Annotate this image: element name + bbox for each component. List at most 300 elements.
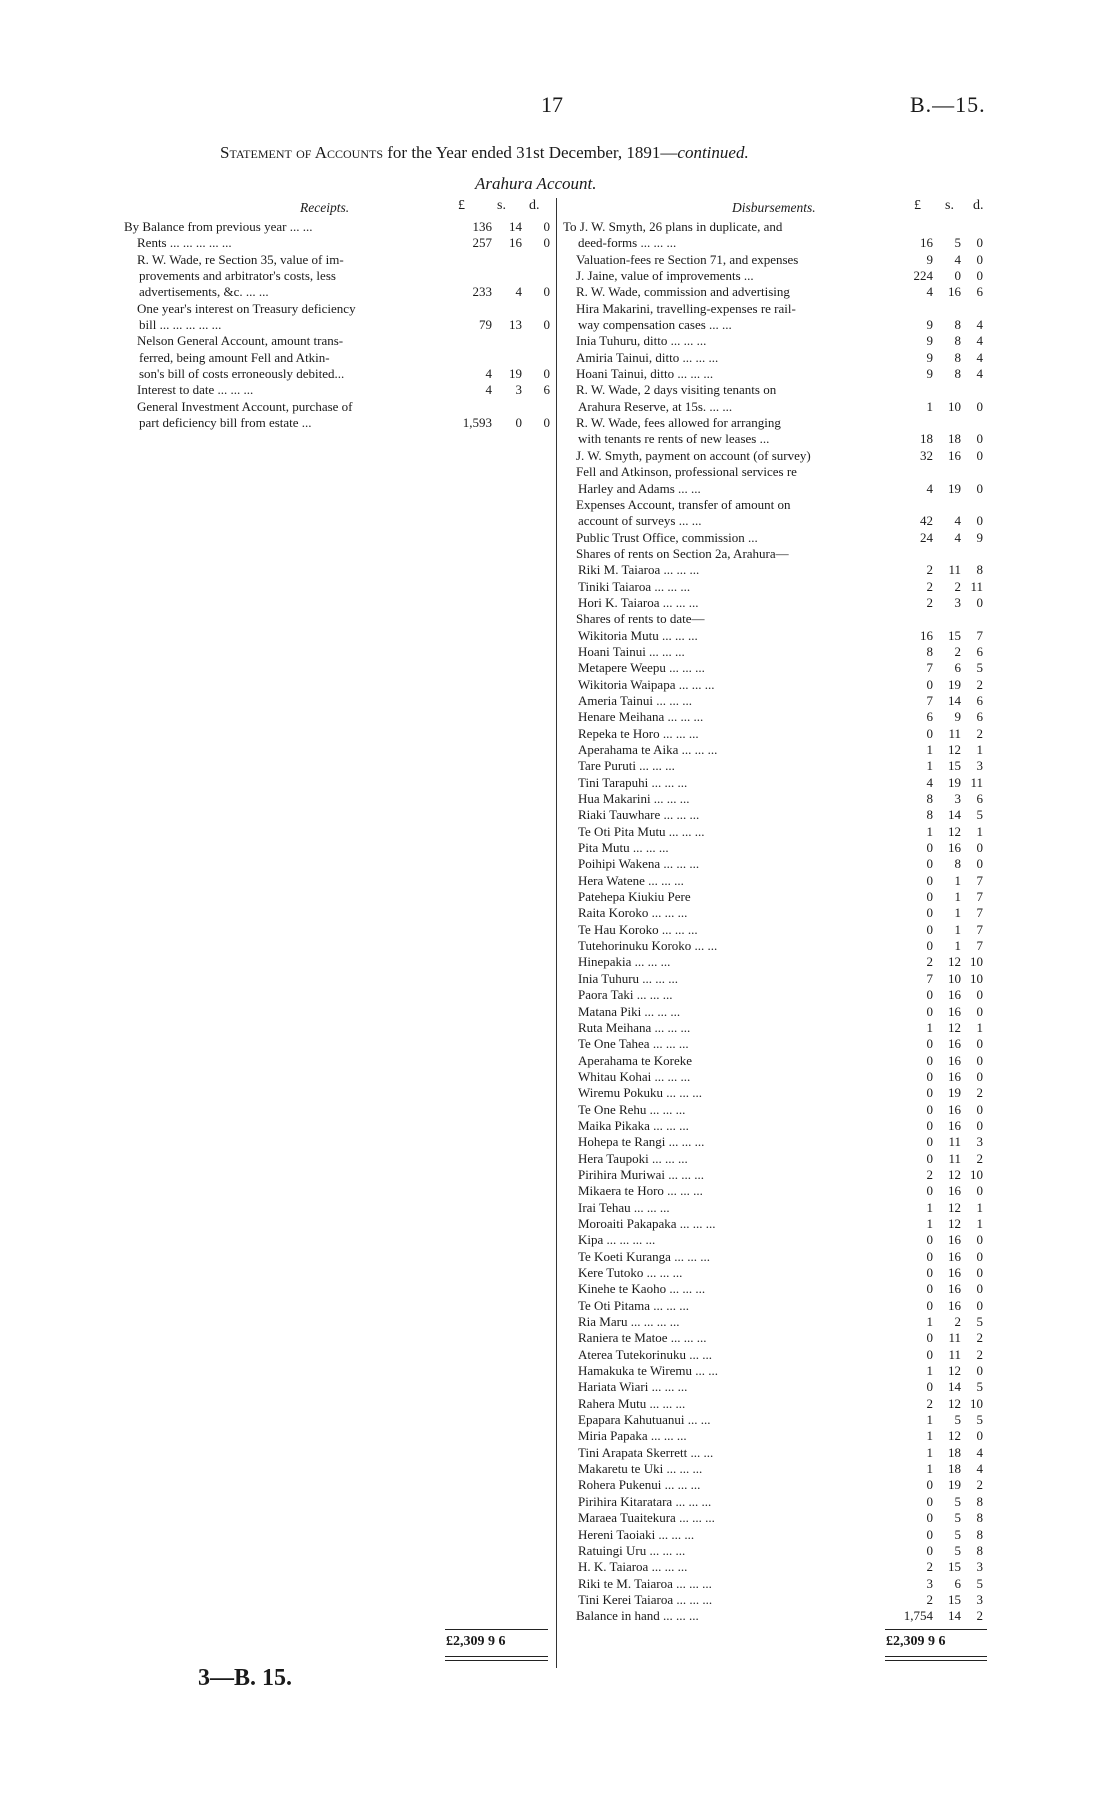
receipt-description: provements and arbitrator's costs, less bbox=[139, 268, 336, 284]
disbursement-description: J. Jaine, value of improvements ... bbox=[576, 268, 754, 284]
disbursement-pence: 0 bbox=[976, 1183, 983, 1199]
disbursement-description: J. W. Smyth, payment on account (of survey) bbox=[576, 447, 811, 463]
disbursement-pence: 4 bbox=[976, 1444, 983, 1460]
disbursement-shillings: 16 bbox=[948, 1248, 961, 1264]
disbursement-description: Epapara Kahutuanui ... ... bbox=[578, 1412, 711, 1428]
disbursement-pence: 1 bbox=[976, 823, 983, 839]
disbursement-shillings: 16 bbox=[948, 1117, 961, 1133]
disbursement-description: Henare Meihana ... ... ... bbox=[578, 709, 704, 725]
disbursement-line bbox=[563, 1494, 983, 1510]
disbursement-pounds: 0 bbox=[926, 1085, 933, 1101]
disbursement-description: Mikaera te Horo ... ... ... bbox=[578, 1183, 703, 1199]
disbursement-shillings: 1 bbox=[954, 921, 961, 937]
receipt-shillings: 16 bbox=[509, 235, 522, 251]
disbursement-shillings: 4 bbox=[954, 513, 961, 529]
disbursement-line bbox=[563, 1428, 983, 1444]
disbursement-pence: 5 bbox=[976, 1314, 983, 1330]
disbursement-description: Kipa ... ... ... ... bbox=[578, 1232, 656, 1248]
disbursement-line bbox=[563, 1069, 983, 1085]
disbursement-pence: 2 bbox=[976, 1150, 983, 1166]
disbursement-pounds: 6 bbox=[926, 709, 933, 725]
disbursement-pounds: 7 bbox=[926, 692, 933, 708]
disbursement-pounds: 0 bbox=[926, 1052, 933, 1068]
disbursement-pounds: 1 bbox=[926, 398, 933, 414]
disbursement-line bbox=[563, 1265, 983, 1281]
disbursement-shillings: 11 bbox=[948, 562, 961, 578]
disbursement-pence: 0 bbox=[976, 1248, 983, 1264]
disbursement-line bbox=[563, 1183, 983, 1199]
disbursement-description: Hohepa te Rangi ... ... ... bbox=[578, 1134, 705, 1150]
disbursement-description: Aperahama te Koreke bbox=[578, 1052, 693, 1068]
disbursement-pounds: 0 bbox=[926, 1248, 933, 1264]
disbursement-line bbox=[563, 1249, 983, 1265]
disbursement-pounds: 1 bbox=[926, 742, 933, 757]
disbursement-description: Makaretu te Uki ... ... ... bbox=[578, 1461, 703, 1477]
disbursement-pounds: 0 bbox=[926, 905, 933, 921]
disbursement-pence: 3 bbox=[976, 1134, 983, 1150]
disbursement-description: Kere Tutoko ... ... ... bbox=[578, 1265, 683, 1280]
disbursement-pence: 0 bbox=[976, 431, 983, 447]
disbursement-description: Tiniki Taiaroa ... ... ... bbox=[578, 578, 691, 594]
disbursement-description: Hera Watene ... ... ... bbox=[578, 872, 684, 888]
disbursement-pounds: 1 bbox=[926, 758, 933, 774]
disbursement-shillings: 4 bbox=[954, 529, 961, 545]
disbursement-line bbox=[563, 1543, 983, 1559]
disbursement-pence: 0 bbox=[976, 251, 983, 267]
disbursement-description: Riki te M. Taiaroa ... ... ... bbox=[578, 1575, 712, 1591]
disbursement-shillings: 16 bbox=[948, 1101, 961, 1117]
disbursement-line bbox=[563, 1608, 983, 1624]
disbursement-line bbox=[563, 1347, 983, 1363]
disbursement-line bbox=[563, 677, 983, 693]
disbursement-pence: 3 bbox=[976, 1591, 983, 1607]
receipt-description: Interest to date ... ... ... bbox=[137, 382, 254, 398]
disbursement-pounds: 0 bbox=[926, 1346, 933, 1362]
disbursement-description: Ruta Meihana ... ... ... bbox=[578, 1019, 691, 1035]
disbursement-description: Hua Makarini ... ... ... bbox=[578, 791, 690, 807]
disbursement-pence: 2 bbox=[976, 1608, 983, 1624]
disbursement-description: Pirihira Muriwai ... ... ... bbox=[578, 1166, 705, 1182]
disbursement-pence: 8 bbox=[976, 1526, 983, 1542]
disbursement-pounds: 9 bbox=[926, 366, 933, 382]
disbursement-shillings: 0 bbox=[954, 268, 961, 284]
disbursement-pounds: 0 bbox=[926, 1510, 933, 1526]
disbursement-pounds: 1 bbox=[926, 1461, 933, 1477]
disbursement-description: Kinehe te Kaoho ... ... ... bbox=[578, 1281, 706, 1297]
disbursements-heading: Disbursements. bbox=[732, 200, 816, 215]
disbursement-pence: 2 bbox=[976, 676, 983, 692]
disbursement-pounds: 1 bbox=[926, 1444, 933, 1460]
disbursement-pounds: 2 bbox=[926, 1166, 933, 1182]
disbursement-pence: 0 bbox=[976, 1363, 983, 1379]
disbursement-shillings: 4 bbox=[954, 251, 961, 267]
disbursement-shillings: 19 bbox=[948, 1477, 961, 1493]
receipts-heading: Receipts. bbox=[300, 200, 350, 215]
receipt-description: son's bill of costs erroneously debited... bbox=[139, 366, 345, 382]
disbursement-line bbox=[563, 1102, 983, 1118]
receipt-pounds: 4 bbox=[485, 382, 492, 398]
disbursement-description: Public Trust Office, commission ... bbox=[576, 529, 758, 545]
disbursement-pence: 7 bbox=[976, 627, 983, 643]
disbursement-shillings: 18 bbox=[948, 431, 961, 447]
disbursement-pence: 7 bbox=[976, 905, 983, 921]
receipts-list bbox=[124, 219, 550, 431]
disbursement-pence: 0 bbox=[976, 1297, 983, 1313]
disbursement-shillings: 11 bbox=[948, 1346, 961, 1362]
receipt-line bbox=[124, 301, 550, 317]
disbursement-line bbox=[563, 1216, 983, 1232]
receipt-description: Nelson General Account, amount trans- bbox=[137, 333, 344, 349]
disbursement-pence: 1 bbox=[976, 1019, 983, 1035]
disbursement-shillings: 1 bbox=[954, 889, 961, 905]
receipt-line bbox=[124, 382, 550, 398]
disbursement-description: Tutehorinuku Koroko ... ... bbox=[578, 938, 718, 954]
page-number: 17 bbox=[541, 92, 563, 117]
disbursement-shillings: 16 bbox=[948, 987, 961, 1003]
receipt-pence: 0 bbox=[543, 219, 550, 234]
disbursement-pounds: 1 bbox=[926, 1363, 933, 1379]
receipt-pence: 0 bbox=[543, 317, 550, 333]
disbursement-line bbox=[563, 1167, 983, 1183]
disbursement-description: Expenses Account, transfer of amount on bbox=[576, 496, 791, 512]
disbursement-description: Patehepa Kiukiu Pere bbox=[578, 889, 691, 905]
disbursement-shillings: 2 bbox=[954, 1314, 961, 1330]
disbursement-shillings: 16 bbox=[948, 1036, 961, 1052]
disbursement-pence: 11 bbox=[970, 774, 983, 790]
disbursement-shillings: 15 bbox=[948, 1591, 961, 1607]
disbursement-shillings: 16 bbox=[948, 1003, 961, 1019]
disb-pounds-header: £ bbox=[914, 198, 921, 213]
disbursement-line bbox=[563, 595, 983, 611]
disbursement-shillings: 12 bbox=[948, 823, 961, 839]
disbursement-pounds: 4 bbox=[926, 284, 933, 300]
disbursement-shillings: 11 bbox=[948, 725, 961, 741]
disbursement-line bbox=[563, 807, 983, 823]
disb-shillings-header: s. bbox=[945, 198, 954, 213]
disbursement-shillings: 14 bbox=[948, 807, 961, 823]
disbursement-pence: 6 bbox=[976, 692, 983, 708]
disbursement-pence: 8 bbox=[976, 1542, 983, 1558]
disbursement-pence: 4 bbox=[976, 333, 983, 349]
disbursement-line bbox=[563, 709, 983, 725]
disbursement-pounds: 8 bbox=[926, 643, 933, 659]
disbursement-pence: 0 bbox=[976, 1101, 983, 1117]
receipt-description: General Investment Account, purchase of bbox=[137, 398, 353, 414]
disbursement-pounds: 32 bbox=[920, 447, 933, 463]
disb-total-rule-top bbox=[885, 1629, 987, 1630]
disbursement-line bbox=[563, 954, 983, 970]
disbursement-pounds: 224 bbox=[913, 268, 933, 284]
disbursement-pounds: 0 bbox=[926, 1003, 933, 1019]
disbursement-line bbox=[563, 1004, 983, 1020]
disbursement-pence: 6 bbox=[976, 284, 983, 300]
disbursement-shillings: 8 bbox=[954, 333, 961, 349]
disbursement-description: Tini Kerei Taiaroa ... ... ... bbox=[578, 1591, 713, 1607]
disbursement-line bbox=[563, 1151, 983, 1167]
disbursement-description: Hori K. Taiaroa ... ... ... bbox=[578, 594, 699, 610]
disbursement-shillings: 1 bbox=[954, 905, 961, 921]
disbursement-line bbox=[563, 628, 983, 644]
disbursement-pounds: 7 bbox=[926, 660, 933, 676]
disbursement-pounds: 9 bbox=[926, 251, 933, 267]
disbursement-description: Hinepakia ... ... ... bbox=[578, 954, 671, 970]
disbursement-description: Metapere Weepu ... ... ... bbox=[578, 660, 705, 676]
disbursement-description: Ratuingi Uru ... ... ... bbox=[578, 1542, 686, 1558]
disbursement-shillings: 19 bbox=[948, 774, 961, 790]
disbursement-description: Repeka te Horo ... ... ... bbox=[578, 725, 699, 741]
disbursement-pounds: 2 bbox=[926, 578, 933, 594]
disbursement-description: Hereni Taoiaki ... ... ... bbox=[578, 1526, 695, 1542]
disbursement-line bbox=[563, 1576, 983, 1592]
disbursement-line bbox=[563, 1510, 983, 1526]
disbursement-shillings: 2 bbox=[954, 643, 961, 659]
disbursement-pence: 10 bbox=[970, 970, 983, 986]
receipts-shillings-header: s. bbox=[497, 198, 506, 213]
disbursement-line bbox=[563, 562, 983, 578]
disbursement-line bbox=[563, 317, 983, 333]
disbursement-pence: 0 bbox=[976, 1428, 983, 1444]
disbursement-pence: 1 bbox=[976, 1215, 983, 1231]
disbursement-shillings: 15 bbox=[948, 627, 961, 643]
disbursement-description: deed-forms ... ... ... bbox=[578, 235, 677, 251]
disbursement-shillings: 16 bbox=[948, 1232, 961, 1248]
disbursement-line bbox=[563, 889, 983, 905]
disbursement-description: R. W. Wade, fees allowed for arranging bbox=[576, 415, 781, 431]
disbursement-shillings: 3 bbox=[954, 594, 961, 610]
disbursement-line bbox=[563, 791, 983, 807]
disbursement-pounds: 4 bbox=[926, 774, 933, 790]
disbursement-description: Inia Tuhuru, ditto ... ... ... bbox=[576, 333, 707, 349]
disbursement-line bbox=[563, 1330, 983, 1346]
receipts-total: £2,309 9 6 bbox=[446, 1634, 506, 1649]
disbursement-shillings: 16 bbox=[948, 1068, 961, 1084]
disbursement-description: Pirihira Kitaratara ... ... ... bbox=[578, 1493, 712, 1509]
disbursement-pounds: 0 bbox=[926, 1183, 933, 1199]
disbursement-pounds: 0 bbox=[926, 1265, 933, 1280]
disbursement-pounds: 24 bbox=[920, 529, 933, 545]
disbursement-pounds: 0 bbox=[926, 1493, 933, 1509]
disbursement-description: Te One Tahea ... ... ... bbox=[578, 1036, 689, 1052]
disbursement-pounds: 0 bbox=[926, 1117, 933, 1133]
disbursement-shillings: 1 bbox=[954, 872, 961, 888]
disbursement-line bbox=[563, 1053, 983, 1069]
disbursement-line bbox=[563, 1461, 983, 1477]
disbursement-line bbox=[563, 824, 983, 840]
disbursement-description: Ria Maru ... ... ... ... bbox=[578, 1314, 680, 1330]
disbursement-line bbox=[563, 1036, 983, 1052]
disbursement-line bbox=[563, 1134, 983, 1150]
disbursement-pounds: 1 bbox=[926, 1412, 933, 1428]
receipt-pence: 6 bbox=[543, 382, 550, 398]
disbursement-pounds: 0 bbox=[926, 856, 933, 872]
disbursement-line bbox=[563, 448, 983, 464]
disbursement-description: Hoani Tainui, ditto ... ... ... bbox=[576, 366, 714, 382]
disbursement-shillings: 8 bbox=[954, 366, 961, 382]
disbursement-pence: 0 bbox=[976, 1036, 983, 1052]
disbursement-shillings: 12 bbox=[948, 954, 961, 970]
disbursement-pounds: 1 bbox=[926, 1428, 933, 1444]
disbursement-description: Te Oti Pita Mutu ... ... ... bbox=[578, 823, 705, 839]
receipt-line bbox=[124, 333, 550, 349]
disbursement-pence: 10 bbox=[970, 1166, 983, 1182]
disbursement-description: Miria Papaka ... ... ... bbox=[578, 1428, 687, 1444]
disbursement-description: Raita Koroko ... ... ... bbox=[578, 905, 688, 921]
disbursement-shillings: 1 bbox=[954, 938, 961, 954]
disbursement-line bbox=[563, 415, 983, 431]
disbursement-pounds: 1,754 bbox=[903, 1608, 933, 1624]
disbursement-description: Shares of rents to date— bbox=[576, 611, 705, 627]
disbursement-pence: 0 bbox=[976, 268, 983, 284]
signature-reference: 3—B. 15. bbox=[198, 1665, 293, 1691]
disbursement-description: Hamakuka te Wiremu ... ... bbox=[578, 1363, 719, 1379]
disbursement-shillings: 16 bbox=[948, 840, 961, 856]
disbursement-line bbox=[563, 922, 983, 938]
disbursement-description: Paora Taki ... ... ... bbox=[578, 987, 673, 1003]
disbursement-pence: 3 bbox=[976, 1559, 983, 1575]
disbursement-description: Te Koeti Kuranga ... ... ... bbox=[578, 1248, 710, 1264]
disbursement-description: Harley and Adams ... ... bbox=[578, 480, 701, 496]
receipt-line bbox=[124, 350, 550, 366]
disbursement-pence: 5 bbox=[976, 1412, 983, 1428]
disbursement-pounds: 0 bbox=[926, 938, 933, 954]
disbursement-pounds: 0 bbox=[926, 872, 933, 888]
disbursement-line bbox=[563, 481, 983, 497]
disbursement-description: Maraea Tuaitekura ... ... ... bbox=[578, 1510, 715, 1526]
disbursement-description: Pita Mutu ... ... ... bbox=[578, 840, 669, 856]
disb-pence-header: d. bbox=[973, 198, 984, 213]
receipt-shillings: 0 bbox=[515, 415, 522, 431]
receipt-shillings: 13 bbox=[509, 317, 522, 333]
disbursement-line bbox=[563, 1314, 983, 1330]
receipt-description: Rents ... ... ... ... ... bbox=[137, 235, 232, 251]
disbursement-description: Hira Makarini, travelling-expenses re rail- bbox=[576, 300, 796, 316]
disbursement-line bbox=[563, 644, 983, 660]
disbursement-line bbox=[563, 758, 983, 774]
disbursement-pounds: 1 bbox=[926, 823, 933, 839]
disbursement-shillings: 18 bbox=[948, 1461, 961, 1477]
disbursement-shillings: 5 bbox=[954, 1510, 961, 1526]
disbursement-line bbox=[563, 775, 983, 791]
disbursement-pounds: 1 bbox=[926, 1314, 933, 1330]
disbursement-shillings: 10 bbox=[948, 970, 961, 986]
disbursement-pence: 4 bbox=[976, 349, 983, 365]
disbursement-line bbox=[563, 1412, 983, 1428]
disbursement-pence: 1 bbox=[976, 742, 983, 757]
disbursement-pence: 4 bbox=[976, 317, 983, 333]
disbursement-shillings: 12 bbox=[948, 1199, 961, 1215]
disbursement-pounds: 0 bbox=[926, 1134, 933, 1150]
disbursement-line bbox=[563, 1298, 983, 1314]
disbursement-line bbox=[563, 366, 983, 382]
disbursement-shillings: 5 bbox=[954, 1542, 961, 1558]
receipt-line bbox=[124, 268, 550, 284]
disbursement-pence: 0 bbox=[976, 594, 983, 610]
disbursement-line bbox=[563, 987, 983, 1003]
disbursement-description: Hoani Tainui ... ... ... bbox=[578, 643, 685, 659]
disbursement-shillings: 12 bbox=[948, 1019, 961, 1035]
receipt-description: By Balance from previous year ... ... bbox=[124, 219, 313, 234]
disbursement-description: Amiria Tainui, ditto ... ... ... bbox=[576, 349, 719, 365]
disbursement-pence: 8 bbox=[976, 562, 983, 578]
disbursement-description: Hariata Wiari ... ... ... bbox=[578, 1379, 688, 1395]
disbursement-description: Tini Arapata Skerrett ... ... bbox=[578, 1444, 714, 1460]
disbursement-pence: 6 bbox=[976, 791, 983, 807]
disbursement-pounds: 4 bbox=[926, 480, 933, 496]
disbursement-shillings: 14 bbox=[948, 1379, 961, 1395]
disbursement-shillings: 16 bbox=[948, 1297, 961, 1313]
disbursement-shillings: 3 bbox=[954, 791, 961, 807]
statement-title bbox=[220, 143, 749, 163]
disbursement-line bbox=[563, 579, 983, 595]
disbursement-line bbox=[563, 513, 983, 529]
account-name: Arahura Account. bbox=[475, 174, 597, 193]
disbursement-line bbox=[563, 856, 983, 872]
disbursement-description: R. W. Wade, 2 days visiting tenants on bbox=[576, 382, 777, 398]
disbursement-line bbox=[563, 1379, 983, 1395]
disbursement-shillings: 16 bbox=[948, 447, 961, 463]
receipts-pence-header: d. bbox=[529, 198, 540, 213]
disbursement-line bbox=[563, 1020, 983, 1036]
disbursement-description: Fell and Atkinson, professional services re bbox=[576, 464, 797, 480]
receipt-shillings: 3 bbox=[515, 382, 522, 398]
receipt-shillings: 4 bbox=[515, 284, 522, 300]
disbursement-pounds: 2 bbox=[926, 594, 933, 610]
disbursement-line bbox=[563, 464, 983, 480]
disbursement-pounds: 2 bbox=[926, 562, 933, 578]
disbursement-pounds: 2 bbox=[926, 1395, 933, 1411]
disbursement-description: R. W. Wade, commission and advertising bbox=[576, 284, 790, 300]
disbursement-pounds: 1 bbox=[926, 1199, 933, 1215]
disbursement-pounds: 0 bbox=[926, 1101, 933, 1117]
disbursement-pence: 3 bbox=[976, 758, 983, 774]
disbursement-pence: 5 bbox=[976, 1575, 983, 1591]
disbursements-total: £2,309 9 6 bbox=[886, 1634, 946, 1649]
disbursement-shillings: 16 bbox=[948, 1183, 961, 1199]
disbursement-pence: 0 bbox=[976, 1281, 983, 1297]
disbursement-pounds: 9 bbox=[926, 317, 933, 333]
title-suffix: continued. bbox=[677, 143, 749, 162]
disbursement-pence: 4 bbox=[976, 1461, 983, 1477]
disbursement-description: Arahura Reserve, at 15s. ... ... bbox=[578, 398, 733, 414]
disbursement-line bbox=[563, 905, 983, 921]
disbursement-pounds: 0 bbox=[926, 1297, 933, 1313]
receipt-pence: 0 bbox=[543, 235, 550, 251]
disbursement-description: Maika Pikaka ... ... ... bbox=[578, 1117, 689, 1133]
disbursement-pence: 0 bbox=[976, 513, 983, 529]
disbursement-pence: 0 bbox=[976, 840, 983, 856]
disbursement-line bbox=[563, 1477, 983, 1493]
disbursement-pence: 0 bbox=[976, 398, 983, 414]
disbursement-pounds: 1 bbox=[926, 1215, 933, 1231]
disbursement-description: Hera Taupoki ... ... ... bbox=[578, 1150, 688, 1166]
disbursement-description: Rohera Pukenui ... ... ... bbox=[578, 1477, 701, 1493]
disbursement-description: Shares of rents on Section 2a, Arahura— bbox=[576, 545, 789, 561]
receipt-shillings: 19 bbox=[509, 366, 522, 382]
disbursement-line bbox=[563, 1445, 983, 1461]
disbursement-pounds: 9 bbox=[926, 333, 933, 349]
disbursement-description: Te Hau Koroko ... ... ... bbox=[578, 921, 698, 937]
disbursement-line bbox=[563, 382, 983, 398]
column-divider bbox=[556, 198, 557, 1668]
disbursement-pence: 6 bbox=[976, 643, 983, 659]
disbursement-description: Valuation-fees re Section 71, and expenses bbox=[576, 251, 799, 267]
disbursement-description: Wiremu Pokuku ... ... ... bbox=[578, 1085, 703, 1101]
disbursement-description: Tare Puruti ... ... ... bbox=[578, 758, 675, 774]
disbursement-line bbox=[563, 611, 983, 627]
disbursement-shillings: 2 bbox=[954, 578, 961, 594]
disbursement-description: Raniera te Matoe ... ... ... bbox=[578, 1330, 707, 1346]
disbursement-pounds: 3 bbox=[926, 1575, 933, 1591]
